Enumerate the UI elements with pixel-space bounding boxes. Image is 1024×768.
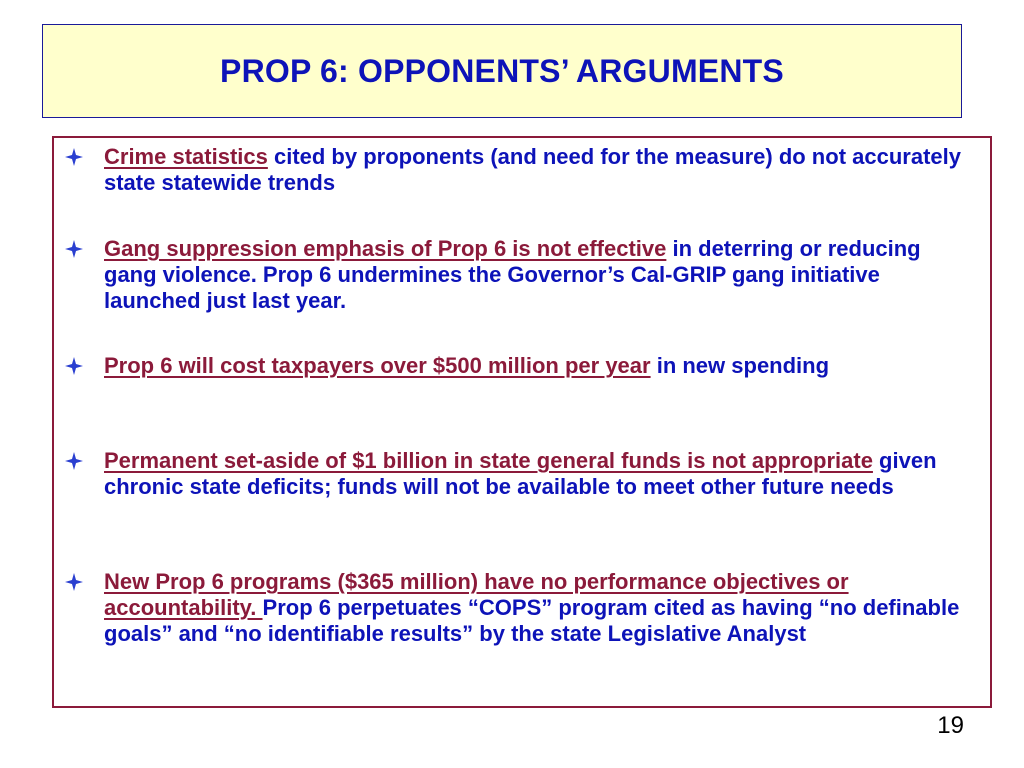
bullet-rest: in new spending <box>650 353 830 378</box>
bullet-emphasis: Prop 6 will cost taxpayers over $500 million per year <box>104 353 651 378</box>
slide-title: PROP 6: OPPONENTS’ ARGUMENTS <box>220 52 784 89</box>
bullet-rest: given chronic state deficits; funds will not be available to meet other future needs <box>104 448 937 499</box>
bullet-emphasis: Gang suppression emphasis of Prop 6 is not effective <box>104 236 667 261</box>
bullet-text <box>104 569 974 647</box>
bullet-rest: cited by proponents (and need for the measure) do not accurately state statewide trends <box>104 144 961 195</box>
diamond-bullet-icon <box>64 451 84 471</box>
bullet-text <box>104 353 974 379</box>
diamond-bullet-icon <box>64 239 84 259</box>
bullet-text <box>104 448 974 500</box>
diamond-bullet-icon <box>64 356 84 376</box>
title-box <box>42 24 962 118</box>
bullet-rest: in deterring or reducing gang violence. Prop 6 undermines the Governor’s Cal-GRIP gang initiative launched just last year. <box>104 236 921 313</box>
diamond-bullet-icon <box>64 572 84 592</box>
bullet-emphasis: Permanent set-aside of $1 billion in state general funds is not appropriate <box>104 448 873 473</box>
bullet-text <box>104 144 974 196</box>
bullet-rest: Prop 6 perpetuates “COPS” program cited as having “no definable goals” and “no identifiable results” by the state Legislative Analyst <box>104 595 960 646</box>
bullet-emphasis: Crime statistics <box>104 144 268 169</box>
page-number: 19 <box>937 712 964 739</box>
content-box <box>52 136 992 708</box>
bullet-text <box>104 236 974 314</box>
diamond-bullet-icon <box>64 147 84 167</box>
bullet-emphasis: New Prop 6 programs ($365 million) have no performance objectives or accountability. <box>104 569 849 620</box>
